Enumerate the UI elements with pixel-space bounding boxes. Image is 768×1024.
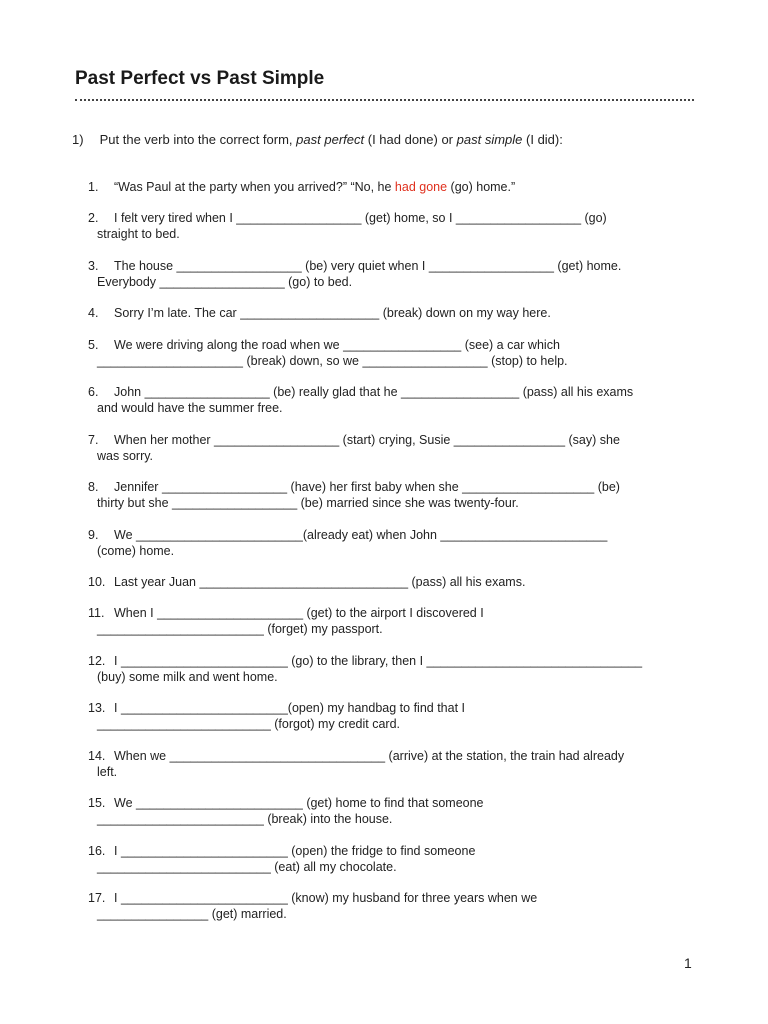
item-text-continued: left. [97,765,118,779]
item-text-continued: (buy) some milk and went home. [97,670,278,684]
exercise-item [88,890,698,922]
item-text: Last year Juan ______________________________ (pass) all his exams. [114,575,526,589]
item-text-continued: was sorry. [97,449,154,463]
item-number: 10. [88,575,106,589]
item-text: I ________________________ (know) my husband for three years when we [114,891,538,905]
exercise-item [88,574,698,590]
dotted-divider [75,99,694,101]
item-number: 8. [88,480,99,494]
page-title: Past Perfect vs Past Simple [75,68,325,89]
item-text: When her mother __________________ (start) crying, Susie ________________ (say) she [114,433,620,447]
item-text: (go) home.” [447,180,516,194]
example-answer: had gone [394,180,448,194]
item-text-continued: (come) home. [97,544,175,558]
exercise-item [88,605,698,637]
item-text: Sorry I’m late. The car ____________________ (break) down on my way here. [114,306,551,320]
exercise-item [88,479,698,511]
item-text-continued: Everybody __________________ (go) to bed. [97,275,353,289]
item-text: I ________________________ (go) to the library, then I _______________________________ [114,654,643,668]
exercise-item [88,653,698,685]
instruction-text-post: (I did): [526,132,563,147]
instruction-text-pre: Put the verb into the correct form, [99,132,293,147]
item-number: 4. [88,306,99,320]
item-text: The house __________________ (be) very quiet when I __________________ (get) home. [114,259,622,273]
item-text-continued: _________________________ (eat) all my chocolate. [97,860,397,874]
exercise-item [88,432,698,464]
item-text-continued: ________________________ (break) into the house. [97,812,393,826]
item-number: 12. [88,654,106,668]
item-number: 14. [88,749,106,763]
item-number: 16. [88,844,106,858]
exercise-item [88,748,698,780]
item-text: “Was Paul at the party when you arrived?” “No, he [114,180,395,194]
item-text-continued: thirty but she __________________ (be) married since she was twenty-four. [97,496,519,510]
item-number: 17. [88,891,106,905]
instruction-term-past-perfect: past perfect [296,132,365,147]
item-text: Jennifer __________________ (have) her first baby when she ___________________ (be) [114,480,620,494]
exercise-item [88,527,698,559]
item-text: We ________________________ (get) home to find that someone [114,796,484,810]
item-number: 5. [88,338,99,352]
exercise-item [88,258,698,290]
exercise-item [88,700,698,732]
item-text-continued: ________________________ (forget) my passport. [97,622,383,636]
item-text: John __________________ (be) really glad that he _________________ (pass) all his exams [114,385,634,399]
item-text: When we _______________________________ (arrive) at the station, the train had already [114,749,625,763]
page-number: 1 [684,955,692,971]
exercise-item [88,337,698,369]
item-number: 9. [88,528,99,542]
item-text: I felt very tired when I __________________ (get) home, so I __________________ (go) [114,211,607,225]
exercise-item [88,795,698,827]
item-text-continued: straight to bed. [97,227,180,241]
exercise-item [88,179,698,195]
item-number: 13. [88,701,106,715]
item-number: 2. [88,211,99,225]
item-text: I ________________________ (open) the fridge to find someone [114,844,476,858]
exercise-item [88,305,698,321]
item-number: 1. [88,180,99,194]
item-text-continued: _____________________ (break) down, so we __________________ (stop) to help. [97,354,568,368]
item-number: 11. [88,606,105,620]
item-number: 15. [88,796,106,810]
item-text: When I _____________________ (get) to the airport I discovered I [114,606,484,620]
item-text: I ________________________(open) my handbag to find that I [114,701,465,715]
item-text-continued: _________________________ (forgot) my credit card. [97,717,400,731]
exercise-item [88,843,698,875]
item-text: We ________________________(already eat) when John ________________________ [114,528,608,542]
instruction-text-mid: (I had done) or [367,132,454,147]
item-number: 6. [88,385,99,399]
instruction-number: 1) [72,132,84,147]
instruction-term-past-simple: past simple [456,132,523,147]
item-number: 3. [88,259,99,273]
item-text-continued: ________________ (get) married. [97,907,287,921]
item-number: 7. [88,433,99,447]
exercise-item [88,210,698,242]
exercise-item [88,384,698,416]
item-text-continued: and would have the summer free. [97,401,283,415]
instruction [72,132,563,147]
item-text: We were driving along the road when we _________________ (see) a car which [114,338,560,352]
